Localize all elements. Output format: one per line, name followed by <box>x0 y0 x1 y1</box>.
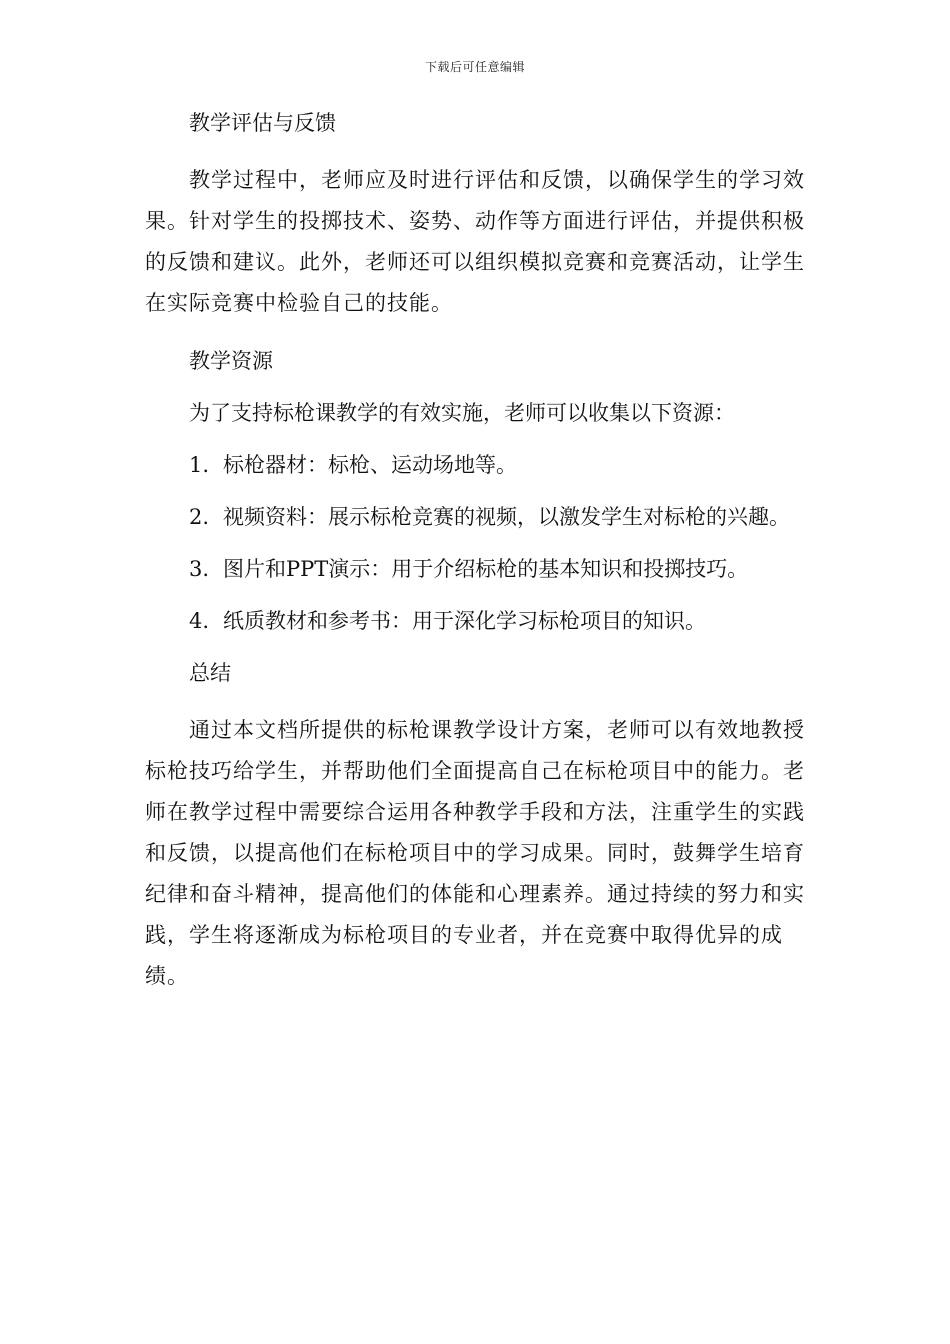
section-heading-summary: 总结 <box>189 661 231 685</box>
section-heading-resources: 教学资源 <box>189 349 273 373</box>
list-item-number: 4. <box>189 609 210 633</box>
list-item <box>145 606 805 636</box>
list-item <box>145 502 805 532</box>
list-item-text: 图片和PPT演示：用于介绍标枪的基本知识和投掷技巧。 <box>223 557 749 581</box>
page-header: 下载后可任意编辑 <box>424 60 525 74</box>
list-item-text: 标枪器材：标枪、运动场地等。 <box>223 453 517 477</box>
list-item-number: 1. <box>189 453 210 477</box>
document-body <box>145 108 805 1019</box>
list-item-text: 纸质教材和参考书：用于深化学习标枪项目的知识。 <box>223 609 706 633</box>
resources-intro: 为了支持标枪课教学的有效实施，老师可以收集以下资源： <box>189 401 735 425</box>
list-item-number: 3. <box>189 557 210 581</box>
list-item <box>145 450 805 480</box>
list-item <box>145 554 805 584</box>
list-item-text: 视频资料：展示标枪竞赛的视频，以激发学生对标枪的兴趣。 <box>223 505 790 529</box>
section-heading-evaluation: 教学评估与反馈 <box>189 111 336 135</box>
list-item-number: 2. <box>189 505 210 529</box>
evaluation-paragraph: 教学过程中，老师应及时进行评估和反馈，以确保学生的学习效果。针对学生的投掷技术、姿势、动作等方面进行评估，并提供积极的反馈和建议。此外，老师还可以组织模拟竞赛和竞赛活动，让学生在实际竞赛中检验自己的技能。 <box>145 168 805 315</box>
summary-paragraph: 通过本文档所提供的标枪课教学设计方案，老师可以有效地教授标枪技巧给学生，并帮助他们全面提高自己在标枪项目中的能力。老师在教学过程中需要综合运用各种教学手段和方法，注重学生的实践和反馈，以提高他们在标枪项目中的学习成果。同时，鼓舞学生培育纪律和奋斗精神，提高他们的体能和心理素养。通过持续的努力和实践，学生将逐渐成为标枪项目的专业者，并在竞赛中取得优异的成绩。 <box>145 718 805 988</box>
